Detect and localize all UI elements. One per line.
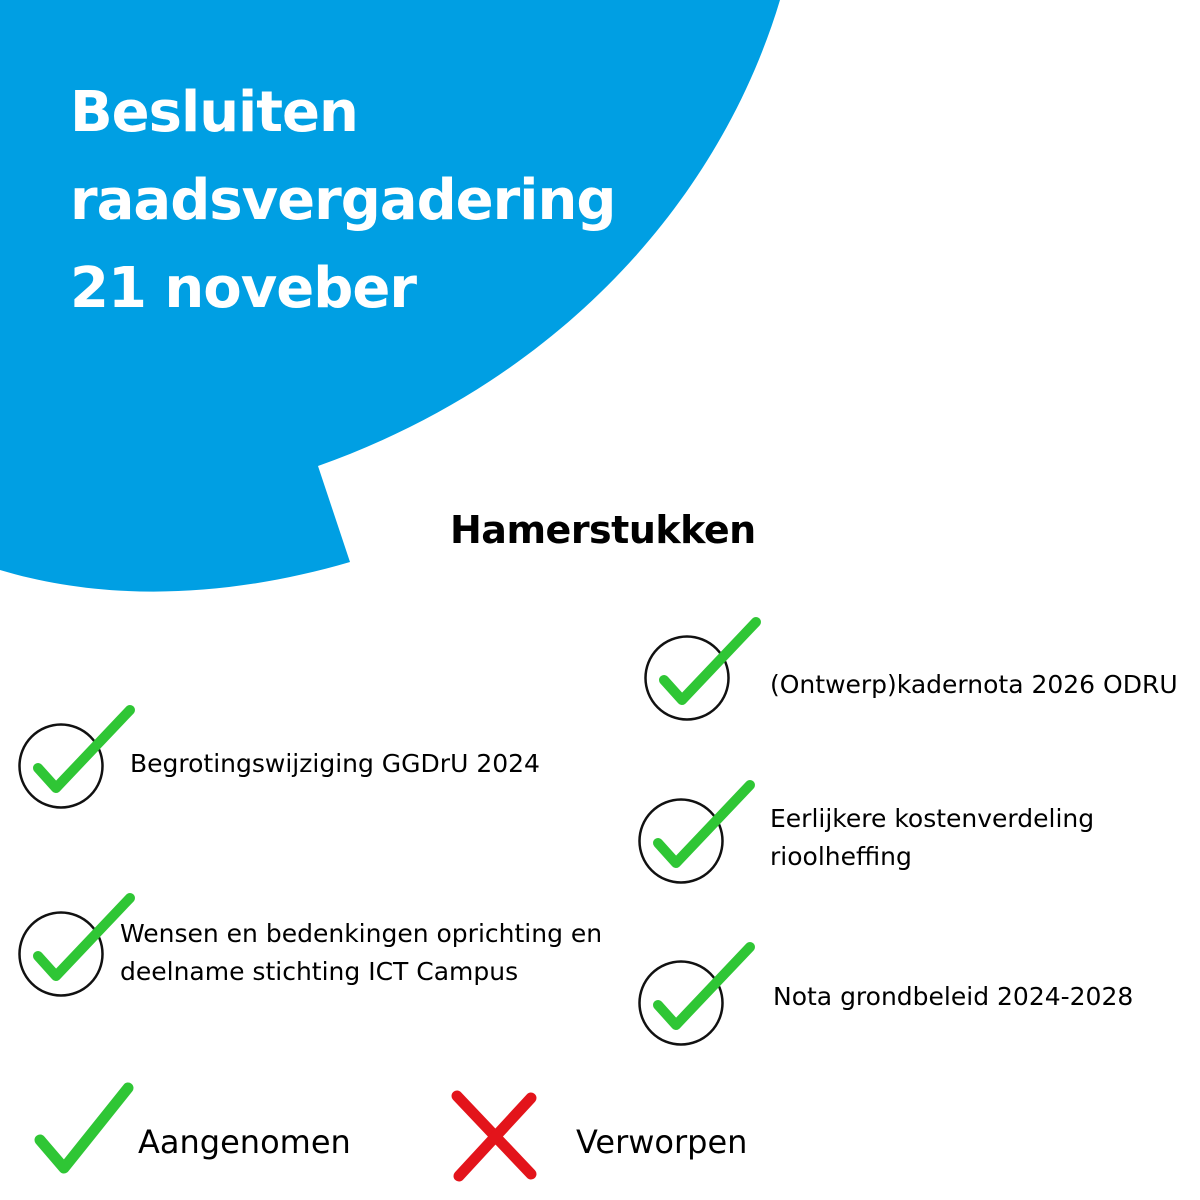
red-cross-icon — [445, 1088, 545, 1183]
decision-item-4 — [770, 800, 1094, 876]
decision-text: Wensen en bedenkingen oprichting en — [120, 919, 603, 948]
decision-text: rioolheffing — [770, 842, 912, 871]
check-circle-icon — [632, 775, 762, 895]
decision-item-3 — [770, 666, 1178, 704]
decision-text: deelname stichting ICT Campus — [120, 957, 519, 986]
decision-item-1 — [130, 745, 540, 783]
decision-item-2 — [120, 915, 602, 991]
decision-text: Eerlijkere kostenverdeling — [770, 804, 1095, 833]
decision-text: (Ontwerp)kadernota 2026 ODRU — [770, 670, 1178, 699]
green-checkmark-icon — [30, 1080, 140, 1180]
decision-item-5 — [773, 978, 1133, 1016]
legend-rejected-label: Verworpen — [576, 1123, 748, 1161]
decision-text: Begrotingswijziging GGDrU 2024 — [130, 749, 540, 778]
page-title-line-3: 21 noveber — [70, 256, 416, 321]
check-circle-icon — [12, 700, 142, 820]
check-circle-icon — [632, 937, 762, 1057]
legend-accepted-label: Aangenomen — [138, 1123, 351, 1161]
page-title-line-1: Besluiten — [70, 80, 358, 145]
check-circle-icon — [638, 612, 768, 732]
decision-text: Nota grondbeleid 2024-2028 — [773, 982, 1134, 1011]
section-title: Hamerstukken — [450, 508, 756, 552]
page-title-line-2: raadsvergadering — [70, 168, 616, 233]
